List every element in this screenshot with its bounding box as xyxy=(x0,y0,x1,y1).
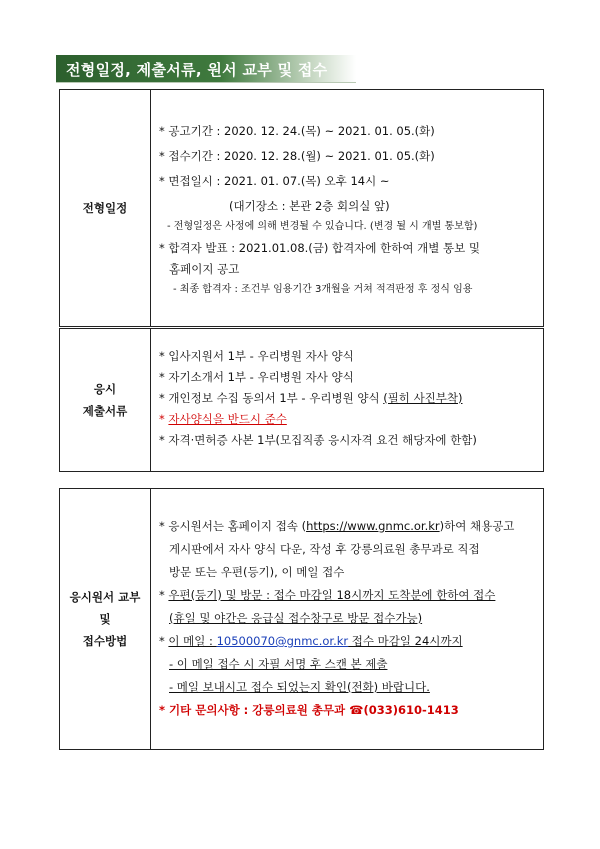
documents-content xyxy=(151,329,543,471)
privacy-consent-text: * 개인정보 수집 동의서 1부 - 우리병원 양식 xyxy=(159,391,384,405)
homepage-link[interactable]: https://www.gnmc.or.kr xyxy=(306,519,440,533)
email-address[interactable]: 10500070@gnmc.or.kr xyxy=(216,634,349,648)
mail-visit-text: 우편(등기) 및 방문 : 접수 마감일 18시까지 도착분에 한하여 접수 xyxy=(168,588,496,602)
mail-visit-bullet: * xyxy=(159,588,169,602)
app-line-email-confirm: - 메일 보내시고 접수 되었는지 확인(전화) 바랍니다. xyxy=(169,680,430,694)
section-title: 전형일정, 제출서류, 원서 교부 및 접수 xyxy=(66,61,328,79)
waiting-place: (대기장소 : 본관 2층 회의실 앞) xyxy=(229,199,390,213)
application-label-line3: 접수방법 xyxy=(82,634,128,648)
documents-label xyxy=(60,329,151,471)
email-label: 이 메일 : xyxy=(168,634,217,648)
final-candidate-note: - 최종 합격자 : 조건부 임용기간 3개월을 거쳐 적격판정 후 정식 임용 xyxy=(173,284,473,295)
application-label-line2: 및 xyxy=(99,612,111,626)
email-bullet: * xyxy=(159,634,169,648)
schedule-change-note: - 전형일정은 사정에 의해 변경될 수 있습니다. (변경 될 시 개별 통보함) xyxy=(167,221,478,232)
app-line-email xyxy=(159,630,537,653)
photo-required-note: (필히 사진부착) xyxy=(383,391,463,405)
app-line-board: 게시판에서 자사 양식 다운, 작성 후 강릉의료원 총무과로 직접 xyxy=(169,542,480,556)
section-title-banner xyxy=(56,55,356,83)
form-notice-text: 자사양식을 반드시 준수 xyxy=(168,412,287,426)
doc-item-self-intro: * 자기소개서 1부 - 우리병원 자사 양식 xyxy=(159,370,354,384)
form-notice-bullet: * xyxy=(159,412,169,426)
doc-item-license-copy: * 자격·면허증 사본 1부(모집직종 응시자격 요건 해당자에 한함) xyxy=(159,433,477,447)
homepage-text-a: * 응시원서는 홈페이지 접속 ( xyxy=(159,519,307,533)
interview-date: * 면접일시 : 2021. 01. 07.(목) 오후 14시 ~ xyxy=(159,174,390,188)
documents-label-line1: 응시 xyxy=(93,382,117,396)
application-label-line1: 응시원서 교부 xyxy=(69,590,141,604)
app-line-email-sign: - 이 메일 접수 시 자필 서명 후 스캔 본 제출 xyxy=(169,657,388,671)
doc-item-privacy-consent xyxy=(159,388,537,409)
app-line-holiday: (휴일 및 야간은 응급실 접수창구로 방문 접수가능) xyxy=(169,611,423,625)
app-line-contact: * 기타 문의사항 : 강릉의료원 총무과 ☎(033)610-1413 xyxy=(159,703,459,717)
result-announce-cont: 홈페이지 공고 xyxy=(169,262,240,276)
app-line-mail-visit xyxy=(159,584,537,607)
application-label xyxy=(60,489,151,749)
app-line-method: 방문 또는 우편(등기), 이 메일 접수 xyxy=(169,565,345,579)
schedule-content xyxy=(151,90,543,326)
announce-period: * 공고기간 : 2020. 12. 24.(목) ~ 2021. 01. 05.(화) xyxy=(159,124,435,138)
receipt-period: * 접수기간 : 2020. 12. 28.(월) ~ 2021. 01. 05.(화) xyxy=(159,149,435,163)
schedule-label-text: 전형일정 xyxy=(82,201,128,215)
app-line-homepage xyxy=(159,515,537,538)
documents-section xyxy=(59,328,544,472)
application-section xyxy=(59,488,544,750)
documents-label-line2: 제출서류 xyxy=(82,404,128,418)
homepage-text-b: )하여 채용공고 xyxy=(439,519,515,533)
schedule-label xyxy=(60,90,151,326)
application-content xyxy=(151,489,543,749)
email-deadline: 접수 마감일 24시까지 xyxy=(348,634,463,648)
doc-item-form-notice xyxy=(159,409,537,430)
result-announce: * 합격자 발표 : 2021.01.08.(금) 합격자에 한하여 개별 통보 및 xyxy=(159,241,480,255)
schedule-section xyxy=(59,89,544,327)
doc-item-application: * 입사지원서 1부 - 우리병원 자사 양식 xyxy=(159,349,354,363)
